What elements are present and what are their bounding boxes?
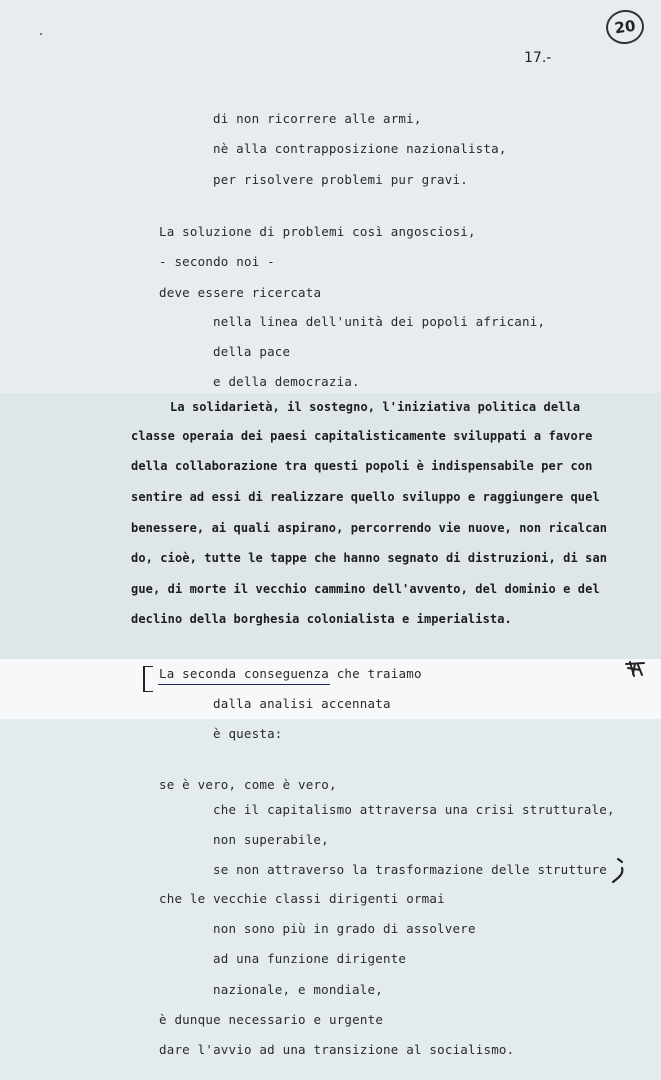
bold-paragraph-line: La solidarietà, il sostegno, l'iniziativa politica della (170, 400, 581, 414)
text-line: dalla analisi accennata (213, 696, 391, 711)
text-line: nè alla contrapposizione nazionalista, (213, 141, 507, 156)
text-line: se è vero, come è vero, (159, 777, 337, 792)
text-line: della pace (213, 344, 291, 359)
bold-paragraph-line: classe operaia dei paesi capitalisticamente sviluppati a favore (131, 429, 593, 443)
text-line: ad una funzione dirigente (213, 951, 407, 966)
handwritten-mark-icon (624, 660, 648, 680)
text-line: non superabile, (213, 832, 329, 847)
text-line: è questa: (213, 726, 283, 741)
page-number: 17.- (524, 50, 552, 66)
handwritten-semicolon-icon (610, 856, 628, 886)
handwritten-bracket (143, 666, 153, 692)
text-line: non sono più in grado di assolvere (213, 921, 476, 936)
text-line: nazionale, e mondiale, (213, 982, 383, 997)
text-line: è dunque necessario e urgente (159, 1012, 384, 1027)
text-line: per risolvere problemi pur gravi. (213, 172, 468, 187)
text-line: che le vecchie classi dirigenti ormai (159, 891, 445, 906)
text-line: deve essere ricercata (159, 285, 322, 300)
bold-paragraph-line: do, cioè, tutte le tappe che hanno segnato di distruzioni, di san (131, 551, 608, 565)
text-line: che il capitalismo attraversa una crisi strutturale, (213, 802, 615, 817)
text-line: La soluzione di problemi così angosciosi, (159, 224, 476, 239)
text-line: nella linea dell'unità dei popoli africani, (213, 314, 546, 329)
paper-strip-top (0, 0, 661, 393)
text-line: di non ricorrere alle armi, (213, 111, 422, 126)
bold-paragraph-line: della collaborazione tra questi popoli è indispensabile per con (131, 459, 593, 473)
handwritten-underline (158, 684, 330, 685)
text-line: se non attraverso la trasformazione delle strutture (213, 862, 608, 877)
bold-paragraph-line: sentire ad essi di realizzare quello sviluppo e raggiungere quel (131, 490, 600, 504)
text-line: - secondo noi - (159, 254, 275, 269)
text-line: dare l'avvio ad una transizione al socialismo. (159, 1042, 515, 1057)
pasted-text-line: La seconda conseguenza che traiamo (159, 666, 422, 681)
archive-number-stamp: 20 (604, 8, 646, 47)
ink-dot (40, 33, 42, 35)
bold-paragraph-line: gue, di morte il vecchio cammino dell'avvento, del dominio e del (131, 582, 600, 596)
bold-paragraph-line: declino della borghesia colonialista e imperialista. (131, 612, 512, 626)
bold-paragraph-line: benessere, ai quali aspirano, percorrendo vie nuove, non ricalcan (131, 521, 608, 535)
text-line: e della democrazia. (213, 374, 360, 389)
